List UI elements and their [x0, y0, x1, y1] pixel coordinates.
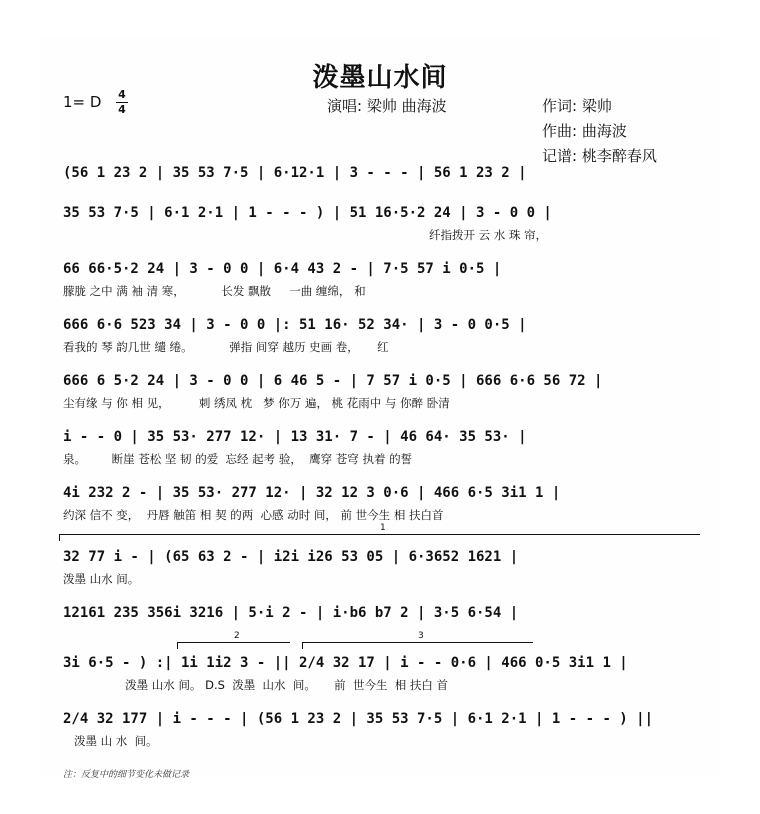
song-title: 泼墨山水间	[312, 63, 448, 93]
notation-line: 2/4 32 177 | i - - - | (56 1 23 2 | 35 53 7·5 | 6·1 2·1 | 1 - - - ) ||	[63, 711, 654, 727]
notation-line: 4i 232 2 - | 35 53· 277 12· | 32 12 3 0·6 | 466 6·5 3i1 1 |	[63, 485, 561, 501]
composer-credit: 作曲: 曲海波	[542, 122, 627, 140]
notation-line: 12161 235 356i 3216 | 5·i 2 - | i·b6 b7 2 | 3·5 6·54 |	[63, 605, 519, 621]
volta-label: 3	[418, 631, 424, 641]
singers-credit: 演唱: 梁帅 曲海波	[327, 97, 447, 115]
time-signature	[116, 89, 128, 116]
volta-label: 1	[380, 523, 386, 533]
lyric-line: 约深 信不 变， 丹唇 触笛 相 契 的两 心感 动时 间， 前 世今生 相 扶白首	[63, 508, 444, 522]
lyric-line: 尘有缘 与 你 相 见， 刺 绣凤 枕 梦 你万 遍， 桃 花雨中 与 你醉 卧清	[63, 396, 450, 410]
lyric-line: 泼墨 山水 间。	[63, 572, 140, 586]
volta-bracket-1	[59, 523, 700, 541]
time-signature-bottom: 4	[118, 103, 126, 116]
transcriber-credit: 记谱: 桃李醉春风	[542, 147, 657, 165]
volta-bracket-3	[302, 631, 533, 649]
lyric-line: 泼墨 山 水 间。	[63, 734, 158, 748]
notation-line: 66 66·5·2 24 | 3 - 0 0 | 6·4 43 2 - | 7·5 57 i 0·5 |	[63, 261, 502, 277]
lyric-line: 泼墨 山水 间。 D.S 泼墨 山水 间。 前 世今生 相 扶白 首	[63, 678, 449, 692]
lyric-line: 泉。 断崖 苍松 坚 韧 的爱 忘经 起考 验， 鹰穿 苍穹 执着 的誓	[63, 452, 413, 466]
notation-line: 666 6 5·2 24 | 3 - 0 0 | 6 46 5 - | 7 57 i 0·5 | 666 6·6 56 72 |	[63, 373, 603, 389]
footnote: 注：反复中的细节变化未做记录	[63, 770, 190, 780]
lyricist-credit: 作词: 梁帅	[542, 97, 612, 115]
lyric-line: 朦胧 之中 满 袖 清 寒， 长发 飘散 一曲 缠绵， 和	[63, 284, 366, 298]
lyric-line: 纤指拨开 云 水 珠 帘，	[429, 228, 548, 242]
score-sheet	[37, 37, 723, 780]
notation-line: 32 77 i - | (65 63 2 - | i2i i26 53 05 | 6·3652 1621 |	[63, 549, 519, 565]
notation-line: (56 1 23 2 | 35 53 7·5 | 6·12·1 | 3 - - - | 56 1 23 2 |	[63, 165, 527, 181]
notation-line: 35 53 7·5 | 6·1 2·1 | 1 - - - ) | 51 16·5·2 24 | 3 - 0 0 |	[63, 205, 552, 221]
volta-label: 2	[234, 631, 240, 641]
notation-line: 3i 6·5 - ) :| 1i 1i2 3 - || 2/4 32 17 | i - - 0·6 | 466 0·5 3i1 1 |	[63, 655, 628, 671]
notation-line: i - - 0 | 35 53· 277 12· | 13 31· 7 - | 46 64· 35 53· |	[63, 429, 527, 445]
volta-bracket-2	[177, 631, 290, 649]
key-signature: 1= D	[63, 93, 102, 111]
notation-line: 666 6·6 523 34 | 3 - 0 0 |: 51 16· 52 34· | 3 - 0 0·5 |	[63, 317, 527, 333]
lyric-line: 看我的 琴 韵几世 缱 绻。 弹指 间穿 越历 史画 卷， 红	[63, 340, 389, 354]
time-signature-top: 4	[118, 88, 126, 101]
